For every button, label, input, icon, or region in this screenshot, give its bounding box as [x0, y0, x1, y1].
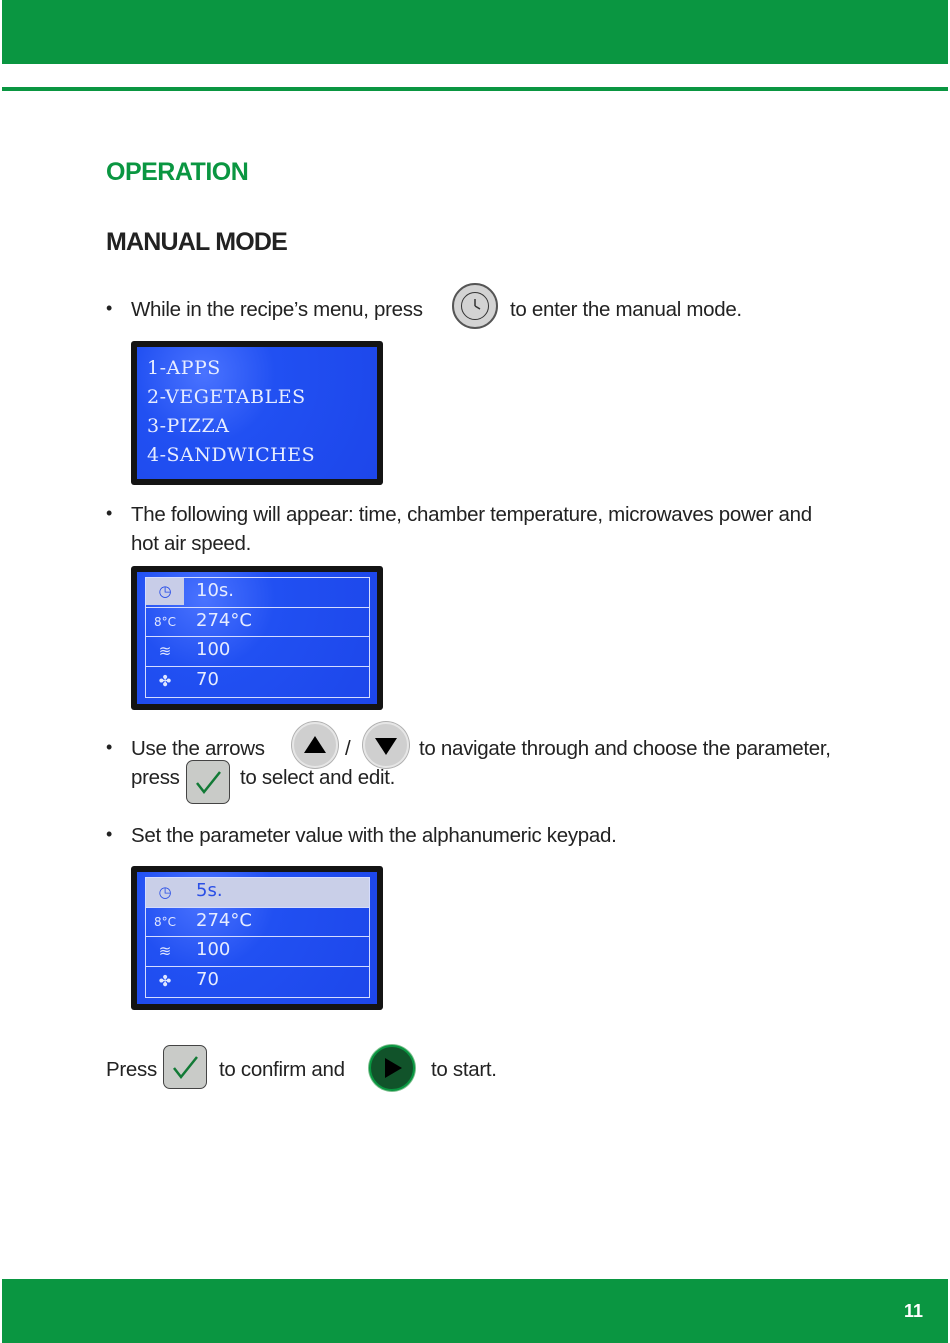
menu-line: 3-PIZZA [147, 415, 230, 437]
param-row-microwave [146, 637, 369, 667]
param-value: 5s. [196, 880, 223, 901]
bullet: • [106, 737, 113, 757]
final-start: to start. [431, 1058, 497, 1081]
step1-text-after: to enter the manual mode. [510, 298, 742, 321]
bullet: • [106, 503, 113, 523]
step3-text-before: Use the arrows [131, 737, 265, 760]
step2-line2: hot air speed. [131, 532, 252, 555]
lcd-parameters-editing [131, 866, 383, 1010]
param-value: 274°C [196, 909, 252, 931]
play-icon [369, 1045, 415, 1091]
param-row-time [146, 878, 369, 908]
step3-line2-after: to select and edit. [240, 766, 395, 789]
lcd-parameters-time-selected [131, 566, 383, 710]
fan-icon: ✤ [158, 971, 172, 990]
check-icon [163, 1045, 207, 1089]
bullet: • [106, 298, 113, 318]
lcd-recipe-menu [131, 341, 383, 485]
param-value: 100 [196, 939, 231, 960]
arrow-up-icon [292, 722, 338, 768]
clock-icon: ◷ [158, 883, 172, 901]
param-row-fan [146, 667, 369, 697]
param-row-temperature [146, 608, 369, 638]
menu-line: 1-APPS [147, 357, 221, 379]
footer-bar [2, 1279, 948, 1343]
param-row-temperature [146, 908, 369, 938]
page-number: 11 [903, 1301, 923, 1321]
param-row-fan [146, 967, 369, 997]
clock-icon: ◷ [146, 578, 184, 605]
final-press: Press [106, 1058, 157, 1081]
arrow-down-icon [363, 722, 409, 768]
thermometer-icon: 8°C [153, 914, 176, 929]
param-value: 70 [196, 968, 219, 990]
check-icon [186, 760, 230, 804]
step3-separator: / [345, 737, 351, 760]
param-row-microwave [146, 937, 369, 967]
param-row-time [146, 578, 369, 608]
step3-line2-before: press [131, 766, 180, 789]
header-bar [2, 0, 948, 64]
step3-text-after: to navigate through and choose the parameter, [419, 737, 831, 760]
param-value: 10s. [196, 580, 235, 601]
param-value: 70 [196, 668, 219, 690]
thermometer-icon: 8°C [153, 614, 176, 629]
clock-icon [452, 283, 498, 329]
sub-title: MANUAL MODE [106, 228, 288, 256]
fan-icon: ✤ [158, 671, 172, 690]
microwave-icon: ≋ [158, 942, 172, 960]
param-value: 100 [196, 639, 231, 660]
final-confirm: to confirm and [219, 1058, 345, 1081]
section-title: OPERATION [106, 158, 249, 186]
header-rule [2, 87, 948, 91]
step1-text-before: While in the recipe’s menu, press [131, 298, 423, 321]
menu-line: 2-VEGETABLES [147, 386, 306, 408]
menu-line: 4-SANDWICHES [147, 444, 316, 466]
bullet: • [106, 824, 113, 844]
param-value: 274°C [196, 609, 252, 631]
step2-line1: The following will appear: time, chamber temperature, microwaves power and [131, 503, 812, 526]
step4-text: Set the parameter value with the alphanumeric keypad. [131, 824, 617, 847]
microwave-icon: ≋ [158, 642, 172, 660]
